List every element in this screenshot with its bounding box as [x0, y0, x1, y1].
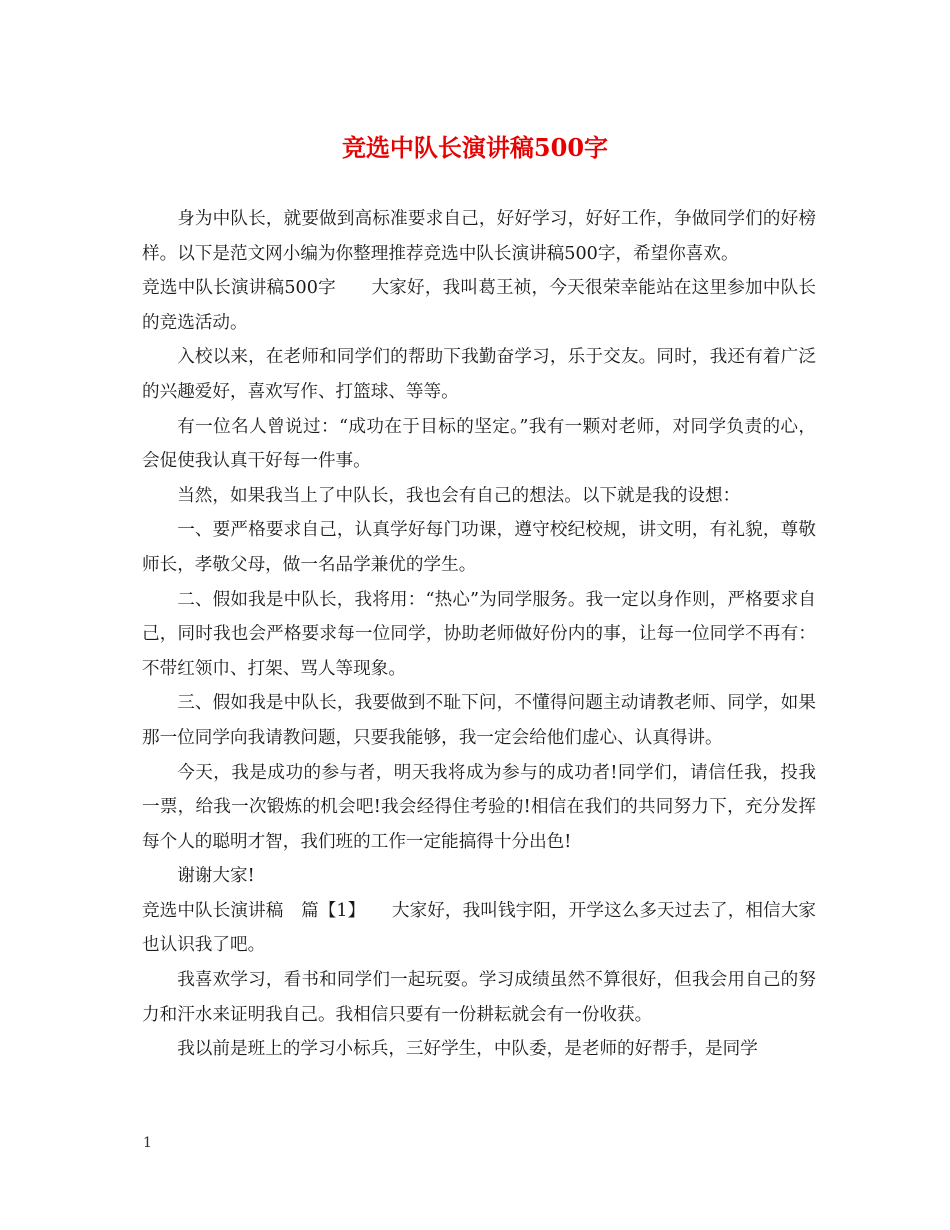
document-body — [142, 202, 816, 1067]
paragraph: 我以前是班上的学习小标兵，三好学生，中队委，是老师的好帮手，是同学 — [177, 1039, 758, 1060]
paragraph: 谢谢大家! — [177, 866, 255, 887]
paragraph: 我喜欢学习，看书和同学们一起玩耍。学习成绩虽然不算很好，但我会用自己的努力和汗水来证明我自己。我相信只要有一份耕耘就会有一份收获。 — [142, 970, 816, 1025]
paragraph: 有一位名人曾说过：“成功在于目标的坚定。”我有一颗对老师，对同学负责的心，会促使我认真干好每一件事。 — [142, 416, 816, 472]
paragraph: 三、假如我是中队长，我要做到不耻下问，不懂得问题主动请教老师、同学，如果那一位同学向我请教问题，只要我能够，我一定会给他们虚心、认真得讲。 — [142, 693, 816, 748]
paragraph: 身为中队长，就要做到高标准要求自己，好好学习，好好工作，争做同学们的好榜样。以下是范文网小编为你整理推荐竞选中队长演讲稿500字，希望你喜欢。 — [142, 209, 816, 264]
paragraph: 当然，如果我当上了中队长，我也会有自己的想法。以下就是我的设想： — [177, 485, 741, 506]
page-number: 1 — [143, 1135, 152, 1151]
paragraph: 一、要严格要求自己，认真学好每门功课，遵守校纪校规，讲文明，有礼貌，尊敬师长，孝敬父母，做一名品学兼优的学生。 — [142, 520, 816, 575]
paragraph: 二、假如我是中队长，我将用：“热心”为同学服务。我一定以身作则，严格要求自己，同时我也会严格要求每一位同学，协助老师做好份内的事，让每一位同学不再有：不带红领巾、打架、骂人等现象。 — [142, 589, 816, 679]
paragraph: 今天，我是成功的参与者，明天我将成为参与的成功者!同学们，请信任我，投我一票，给我一次锻炼的机会吧!我会经得住考验的!相信在我们的共同努力下，充分发挥每个人的聪明才智，我们班的工作一定能搞得十分出色! — [142, 762, 816, 852]
paragraph: 竞选中队长演讲稿500字 大家好，我叫葛王祯，今天很荣幸能站在这里参加中队长的竞选活动。 — [142, 278, 816, 333]
document-title: 竞选中队长演讲稿500字 — [341, 133, 609, 162]
paragraph: 入校以来，在老师和同学们的帮助下我勤奋学习，乐于交友。同时，我还有着广泛的兴趣爱好，喜欢写作、打篮球、等等。 — [142, 347, 816, 402]
paragraph: 竞选中队长演讲稿 篇【1】 大家好，我叫钱宇阳，开学这么多天过去了，相信大家也认识我了吧。 — [142, 900, 816, 956]
